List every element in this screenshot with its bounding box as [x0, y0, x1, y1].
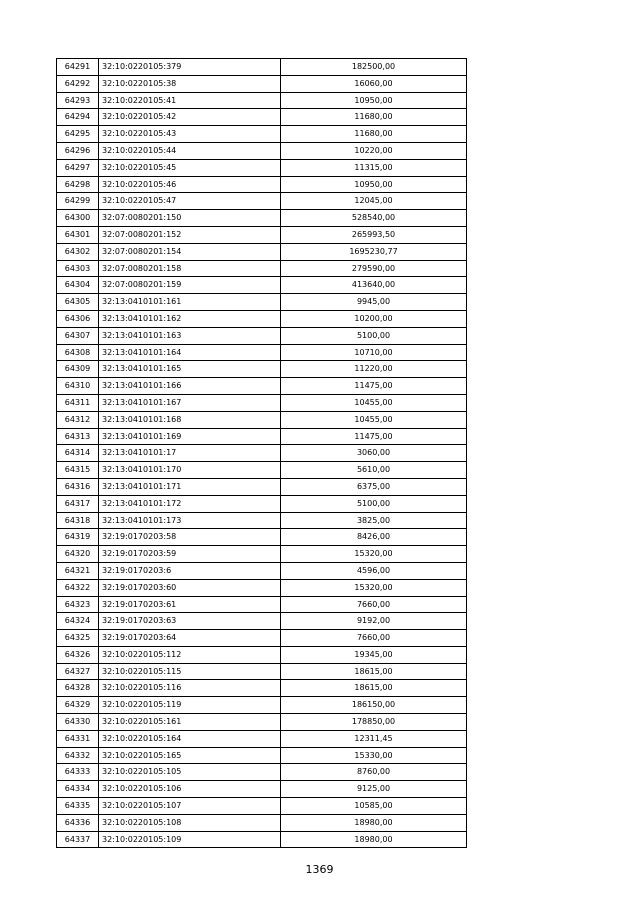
table-row: [57, 411, 467, 428]
table-row: [57, 210, 467, 227]
cadastral-number: 32:10:0220105:161: [99, 714, 281, 731]
value-cell: 3060,00: [281, 445, 467, 462]
value-cell: 10950,00: [281, 92, 467, 109]
cadastral-number: 32:10:0220105:108: [99, 814, 281, 831]
row-number: 64291: [57, 59, 99, 76]
table-row: [57, 344, 467, 361]
value-cell: 11475,00: [281, 378, 467, 395]
table-row: [57, 428, 467, 445]
row-number: 64326: [57, 646, 99, 663]
table-row: [57, 75, 467, 92]
row-number: 64298: [57, 176, 99, 193]
row-number: 64328: [57, 680, 99, 697]
row-number: 64305: [57, 294, 99, 311]
table-row: [57, 562, 467, 579]
row-number: 64322: [57, 579, 99, 596]
table-body: [57, 59, 467, 848]
value-cell: 10950,00: [281, 176, 467, 193]
cadastral-number: 32:10:0220105:46: [99, 176, 281, 193]
table-row: [57, 495, 467, 512]
value-cell: 19345,00: [281, 646, 467, 663]
value-cell: 11680,00: [281, 126, 467, 143]
value-cell: 11220,00: [281, 361, 467, 378]
table-row: [57, 59, 467, 76]
table-row: [57, 512, 467, 529]
cadastral-number: 32:13:0410101:173: [99, 512, 281, 529]
table-row: [57, 781, 467, 798]
cadastral-number: 32:10:0220105:116: [99, 680, 281, 697]
value-cell: 15330,00: [281, 747, 467, 764]
value-cell: 9192,00: [281, 613, 467, 630]
cadastral-number: 32:13:0410101:163: [99, 327, 281, 344]
table-row: [57, 579, 467, 596]
value-cell: 182500,00: [281, 59, 467, 76]
table-row: [57, 697, 467, 714]
row-number: 64300: [57, 210, 99, 227]
row-number: 64324: [57, 613, 99, 630]
value-cell: 16060,00: [281, 75, 467, 92]
row-number: 64323: [57, 596, 99, 613]
cadastral-number: 32:10:0220105:379: [99, 59, 281, 76]
table-row: [57, 445, 467, 462]
value-cell: 528540,00: [281, 210, 467, 227]
cadastral-number: 32:10:0220105:119: [99, 697, 281, 714]
cadastral-number: 32:10:0220105:41: [99, 92, 281, 109]
row-number: 64302: [57, 243, 99, 260]
cadastral-number: 32:13:0410101:168: [99, 411, 281, 428]
table-row: [57, 529, 467, 546]
row-number: 64294: [57, 109, 99, 126]
row-number: 64304: [57, 277, 99, 294]
row-number: 64297: [57, 159, 99, 176]
row-number: 64336: [57, 814, 99, 831]
cadastral-number: 32:13:0410101:165: [99, 361, 281, 378]
cadastral-number: 32:10:0220105:43: [99, 126, 281, 143]
cadastral-number: 32:19:0170203:64: [99, 630, 281, 647]
row-number: 64311: [57, 394, 99, 411]
cadastral-number: 32:10:0220105:109: [99, 831, 281, 848]
cadastral-number: 32:10:0220105:105: [99, 764, 281, 781]
cadastral-number: 32:10:0220105:106: [99, 781, 281, 798]
table-row: [57, 663, 467, 680]
value-cell: 15320,00: [281, 546, 467, 563]
value-cell: 12045,00: [281, 193, 467, 210]
value-cell: 10455,00: [281, 411, 467, 428]
cadastral-number: 32:10:0220105:38: [99, 75, 281, 92]
cadastral-number: 32:10:0220105:42: [99, 109, 281, 126]
table-row: [57, 596, 467, 613]
row-number: 64303: [57, 260, 99, 277]
cadastral-number: 32:10:0220105:47: [99, 193, 281, 210]
page-number: 1369: [305, 863, 334, 876]
value-cell: 10585,00: [281, 798, 467, 815]
cadastral-number: 32:13:0410101:167: [99, 394, 281, 411]
table-row: [57, 226, 467, 243]
table-row: [57, 680, 467, 697]
table-row: [57, 142, 467, 159]
table-row: [57, 730, 467, 747]
value-cell: 11475,00: [281, 428, 467, 445]
row-number: 64296: [57, 142, 99, 159]
row-number: 64327: [57, 663, 99, 680]
table-row: [57, 159, 467, 176]
cadastral-number: 32:13:0410101:170: [99, 462, 281, 479]
row-number: 64310: [57, 378, 99, 395]
cadastral-number: 32:19:0170203:61: [99, 596, 281, 613]
value-cell: 18980,00: [281, 814, 467, 831]
cadastral-number: 32:10:0220105:115: [99, 663, 281, 680]
table-row: [57, 764, 467, 781]
value-cell: 15320,00: [281, 579, 467, 596]
value-cell: 12311,45: [281, 730, 467, 747]
row-number: 64333: [57, 764, 99, 781]
row-number: 64312: [57, 411, 99, 428]
row-number: 64315: [57, 462, 99, 479]
cadastral-number: 32:07:0080201:150: [99, 210, 281, 227]
cadastral-number: 32:19:0170203:63: [99, 613, 281, 630]
table-row: [57, 714, 467, 731]
value-cell: 11680,00: [281, 109, 467, 126]
row-number: 64335: [57, 798, 99, 815]
table-row: [57, 831, 467, 848]
cadastral-number: 32:13:0410101:161: [99, 294, 281, 311]
table-row: [57, 394, 467, 411]
cadastral-number: 32:07:0080201:152: [99, 226, 281, 243]
cadastral-number: 32:07:0080201:158: [99, 260, 281, 277]
cadastral-number: 32:10:0220105:44: [99, 142, 281, 159]
cadastral-number: 32:19:0170203:59: [99, 546, 281, 563]
row-number: 64329: [57, 697, 99, 714]
cadastral-number: 32:10:0220105:107: [99, 798, 281, 815]
value-cell: 4596,00: [281, 562, 467, 579]
row-number: 64292: [57, 75, 99, 92]
table-row: [57, 193, 467, 210]
value-cell: 5100,00: [281, 495, 467, 512]
row-number: 64306: [57, 310, 99, 327]
cadastral-number: 32:10:0220105:164: [99, 730, 281, 747]
cadastral-number: 32:10:0220105:165: [99, 747, 281, 764]
cadastral-number: 32:10:0220105:112: [99, 646, 281, 663]
row-number: 64295: [57, 126, 99, 143]
value-cell: 10455,00: [281, 394, 467, 411]
table-row: [57, 378, 467, 395]
table-row: [57, 462, 467, 479]
value-cell: 265993,50: [281, 226, 467, 243]
row-number: 64307: [57, 327, 99, 344]
cadastral-number: 32:07:0080201:159: [99, 277, 281, 294]
table-row: [57, 92, 467, 109]
table-row: [57, 327, 467, 344]
value-cell: 10220,00: [281, 142, 467, 159]
row-number: 64316: [57, 478, 99, 495]
row-number: 64299: [57, 193, 99, 210]
cadastral-number: 32:13:0410101:169: [99, 428, 281, 445]
value-cell: 11315,00: [281, 159, 467, 176]
row-number: 64308: [57, 344, 99, 361]
row-number: 64318: [57, 512, 99, 529]
table-row: [57, 478, 467, 495]
table-row: [57, 176, 467, 193]
value-cell: 9945,00: [281, 294, 467, 311]
value-cell: 279590,00: [281, 260, 467, 277]
table-row: [57, 109, 467, 126]
cadastral-number: 32:19:0170203:6: [99, 562, 281, 579]
row-number: 64332: [57, 747, 99, 764]
value-cell: 6375,00: [281, 478, 467, 495]
cadastral-number: 32:13:0410101:164: [99, 344, 281, 361]
row-number: 64319: [57, 529, 99, 546]
value-cell: 10710,00: [281, 344, 467, 361]
value-cell: 178850,00: [281, 714, 467, 731]
cadastre-table: [56, 58, 467, 848]
row-number: 64313: [57, 428, 99, 445]
cadastral-number: 32:10:0220105:45: [99, 159, 281, 176]
row-number: 64337: [57, 831, 99, 848]
row-number: 64309: [57, 361, 99, 378]
cadastral-number: 32:13:0410101:162: [99, 310, 281, 327]
table-row: [57, 613, 467, 630]
value-cell: 413640,00: [281, 277, 467, 294]
table-row: [57, 798, 467, 815]
value-cell: 8426,00: [281, 529, 467, 546]
value-cell: 18980,00: [281, 831, 467, 848]
table-row: [57, 260, 467, 277]
value-cell: 5610,00: [281, 462, 467, 479]
row-number: 64301: [57, 226, 99, 243]
row-number: 64314: [57, 445, 99, 462]
table-row: [57, 630, 467, 647]
value-cell: 18615,00: [281, 680, 467, 697]
value-cell: 7660,00: [281, 596, 467, 613]
value-cell: 10200,00: [281, 310, 467, 327]
value-cell: 3825,00: [281, 512, 467, 529]
table-row: [57, 126, 467, 143]
row-number: 64317: [57, 495, 99, 512]
cadastral-number: 32:13:0410101:171: [99, 478, 281, 495]
row-number: 64320: [57, 546, 99, 563]
cadastral-number: 32:13:0410101:17: [99, 445, 281, 462]
cadastral-number: 32:19:0170203:60: [99, 579, 281, 596]
value-cell: 7660,00: [281, 630, 467, 647]
table-row: [57, 361, 467, 378]
cadastral-number: 32:07:0080201:154: [99, 243, 281, 260]
value-cell: 186150,00: [281, 697, 467, 714]
table-row: [57, 546, 467, 563]
table-row: [57, 747, 467, 764]
value-cell: 8760,00: [281, 764, 467, 781]
value-cell: 9125,00: [281, 781, 467, 798]
table-row: [57, 294, 467, 311]
value-cell: 18615,00: [281, 663, 467, 680]
table-row: [57, 277, 467, 294]
table-row: [57, 814, 467, 831]
table-row: [57, 243, 467, 260]
cadastral-number: 32:13:0410101:172: [99, 495, 281, 512]
row-number: 64293: [57, 92, 99, 109]
cadastral-number: 32:19:0170203:58: [99, 529, 281, 546]
cadastral-number: 32:13:0410101:166: [99, 378, 281, 395]
row-number: 64321: [57, 562, 99, 579]
table-row: [57, 310, 467, 327]
row-number: 64334: [57, 781, 99, 798]
value-cell: 5100,00: [281, 327, 467, 344]
table-row: [57, 646, 467, 663]
row-number: 64330: [57, 714, 99, 731]
value-cell: 1695230,77: [281, 243, 467, 260]
row-number: 64325: [57, 630, 99, 647]
row-number: 64331: [57, 730, 99, 747]
